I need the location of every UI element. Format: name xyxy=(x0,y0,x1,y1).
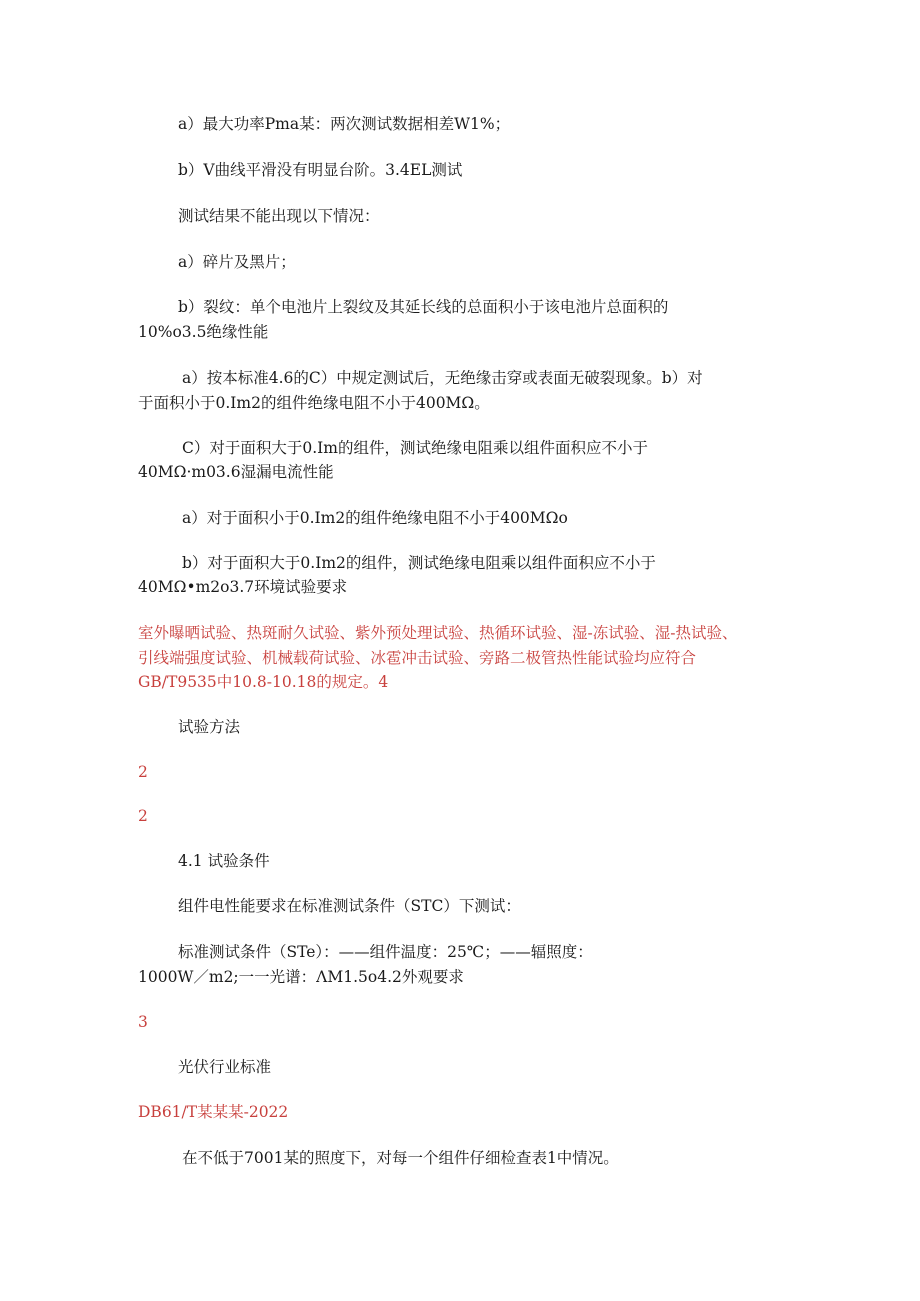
text-line-15: 引线端强度试验、机械载荷试验、冰雹冲击试验、旁路二极管热性能试验均应符合 xyxy=(138,649,697,667)
text-line-11: a）对于面积小于0.Im2的组件绝缘电阻不小于400MΩo xyxy=(182,509,568,527)
text-line-17: 试验方法 xyxy=(178,718,241,736)
text-line-25: 光伏行业标准 xyxy=(178,1058,272,1076)
text-line-4: a）碎片及黑片； xyxy=(178,253,296,271)
text-line-3: 测试结果不能出现以下情况： xyxy=(178,207,380,225)
text-line-23: 1000W／m2;一一光谱：ΛM1.5o4.2外观要求 xyxy=(138,968,464,986)
text-line-14: 室外曝晒试验、热斑耐久试验、紫外预处理试验、热循环试验、湿-冻试验、湿-热试验、 xyxy=(138,624,738,642)
text-line-13: 40MΩ•m2o3.7环境试验要求 xyxy=(138,578,348,596)
text-line-12: b）对于面积大于0.Im2的组件，测试绝缘电阻乘以组件面积应不小于 xyxy=(182,554,656,572)
text-line-20: 4.1 试验条件 xyxy=(178,852,270,870)
text-line-7: a）按本标准4.6的C）中规定测试后，无绝缘击穿或表面无破裂现象。b）对 xyxy=(182,369,703,387)
text-line-27: 在不低于7001某的照度下，对每一个组件仔细检查表1中情况。 xyxy=(182,1149,619,1167)
text-line-8: 于面积小于0.Im2的组件绝缘电阻不小于400MΩ。 xyxy=(138,394,490,412)
text-line-19: 2 xyxy=(138,807,148,825)
text-line-2: b）V曲线平滑没有明显台阶。3.4EL测试 xyxy=(178,161,463,179)
text-line-6: 10%o3.5绝缘性能 xyxy=(138,323,269,341)
text-line-1: a）最大功率Pma某：两次测试数据相差W1%； xyxy=(178,115,511,133)
text-line-26: DB61/T某某某-2022 xyxy=(138,1103,289,1121)
text-line-9: C）对于面积大于0.Im的组件，测试绝缘电阻乘以组件面积应不小于 xyxy=(182,439,648,457)
text-line-21: 组件电性能要求在标准测试条件（STC）下测试： xyxy=(178,897,521,915)
text-line-5: b）裂纹：单个电池片上裂纹及其延长线的总面积小于该电池片总面积的 xyxy=(178,298,669,316)
text-line-24: 3 xyxy=(138,1013,148,1031)
text-line-10: 40MΩ·m03.6湿漏电流性能 xyxy=(138,463,334,481)
text-line-22: 标准测试条件（STe）：——组件温度：25℃；——辐照度： xyxy=(178,943,593,961)
text-line-16: GB/T9535中10.8-10.18的规定。4 xyxy=(138,673,389,691)
text-line-18: 2 xyxy=(138,763,148,781)
